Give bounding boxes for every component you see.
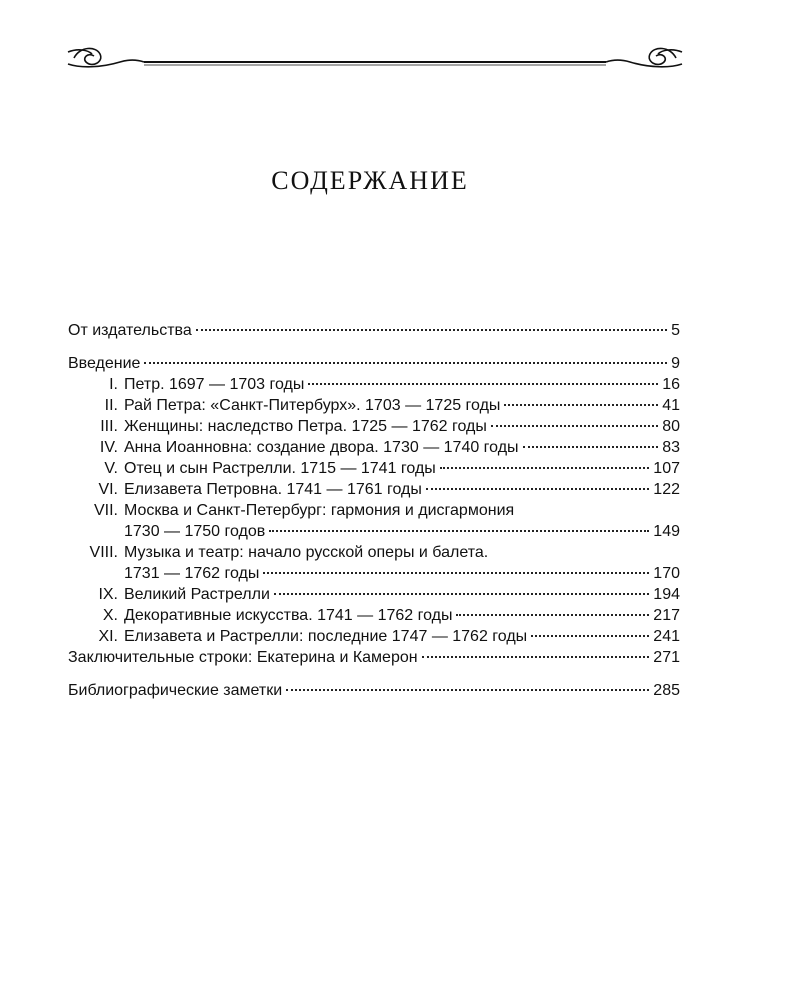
toc-entry-page: 83 <box>662 439 680 456</box>
toc-entry-label: От издательства <box>68 322 192 339</box>
toc-entry-page: 107 <box>653 460 680 477</box>
toc-entry-page: 9 <box>671 355 680 372</box>
toc-entry-chapter <box>68 500 680 521</box>
toc-leader <box>440 467 650 469</box>
toc-entry-page: 122 <box>653 481 680 498</box>
chapter-number: VIII. <box>89 544 118 561</box>
chapter-number: IX. <box>98 586 118 603</box>
chapter-number: III. <box>100 418 118 435</box>
toc-entry-chapter <box>68 605 680 626</box>
toc-entry-intro <box>68 353 680 374</box>
toc-entry-page: 16 <box>662 376 680 393</box>
toc-leader <box>523 446 659 448</box>
chapter-number: V. <box>104 460 118 477</box>
toc-entry-label: Великий Растрелли <box>124 586 270 603</box>
toc-leader <box>422 656 650 658</box>
toc-entry-chapter <box>68 458 680 479</box>
toc-entry-label: Елизавета и Растрелли: последние 1747 — 1762 годы <box>124 628 528 645</box>
toc-entry-page: 5 <box>671 322 680 339</box>
toc-entry-page: 217 <box>653 607 680 624</box>
toc-leader <box>491 425 658 427</box>
toc-entry-label: Анна Иоанновна: создание двора. 1730 — 1740 годы <box>124 439 519 456</box>
toc-entry-chapter <box>68 479 680 500</box>
header-ornament <box>60 38 690 78</box>
toc-entry-label: Введение <box>68 355 141 372</box>
toc-entry-label: Заключительные строки: Екатерина и Камерон <box>68 649 418 666</box>
chapter-number: II. <box>104 397 118 414</box>
toc-entry-label: Музыка и театр: начало русской оперы и балета. <box>124 544 489 561</box>
chapter-number: X. <box>102 607 118 624</box>
toc-entry-chapter <box>68 416 680 437</box>
chapter-number: I. <box>109 376 118 393</box>
toc-leader <box>269 530 649 532</box>
toc-entry-label: Москва и Санкт-Петербург: гармония и дисгармония <box>124 502 515 519</box>
toc-entry-label: Декоративные искусства. 1741 — 1762 годы <box>124 607 453 624</box>
chapter-number: XI. <box>98 628 118 645</box>
toc-entry-page: 149 <box>653 523 680 540</box>
toc-leader <box>504 404 658 406</box>
toc-entry-chapter <box>68 626 680 647</box>
toc-entry-label: Рай Петра: «Санкт-Питербурх». 1703 — 1725 годы <box>124 397 501 414</box>
toc-entry-label: 1730 — 1750 годов <box>124 523 266 540</box>
toc-entry-bibliography <box>68 680 680 701</box>
toc-entry-continuation <box>68 521 680 542</box>
toc-leader <box>308 383 658 385</box>
toc-entry-label: 1731 — 1762 годы <box>124 565 260 582</box>
toc-entry-page: 170 <box>653 565 680 582</box>
toc-entry-page: 241 <box>653 628 680 645</box>
page-title: СОДЕРЖАНИЕ <box>271 166 469 195</box>
toc-entry-page: 41 <box>662 397 680 414</box>
toc-leader <box>274 593 649 595</box>
toc-leader <box>286 689 649 691</box>
toc-entry-label: Елизавета Петровна. 1741 — 1761 годы <box>124 481 422 498</box>
toc-entry-page: 271 <box>653 649 680 666</box>
toc-leader <box>456 614 649 616</box>
toc-entry-label: Библиографические заметки <box>68 682 283 699</box>
toc-entry-chapter <box>68 374 680 395</box>
toc-entry-chapter <box>68 584 680 605</box>
toc-leader <box>531 635 649 637</box>
chapter-number: VI. <box>98 481 118 498</box>
toc-entry-chapter <box>68 542 680 563</box>
toc-entry-page: 80 <box>662 418 680 435</box>
toc-entry-page: 285 <box>653 682 680 699</box>
table-of-contents <box>68 320 680 701</box>
toc-entry-continuation <box>68 563 680 584</box>
chapter-number: VII. <box>93 502 118 519</box>
toc-entry-label: Женщины: наследство Петра. 1725 — 1762 годы <box>124 418 487 435</box>
toc-entry-publisher <box>68 320 680 341</box>
toc-entry-closing <box>68 647 680 668</box>
toc-entry-label: Отец и сын Растрелли. 1715 — 1741 годы <box>124 460 436 477</box>
toc-entry-chapter <box>68 437 680 458</box>
toc-leader <box>144 362 667 364</box>
chapter-number: IV. <box>99 439 118 456</box>
toc-entry-label: Петр. 1697 — 1703 годы <box>124 376 305 393</box>
toc-leader <box>426 488 649 490</box>
toc-entry-page: 194 <box>653 586 680 603</box>
toc-entry-chapter <box>68 395 680 416</box>
toc-leader <box>263 572 649 574</box>
toc-leader <box>196 329 667 331</box>
